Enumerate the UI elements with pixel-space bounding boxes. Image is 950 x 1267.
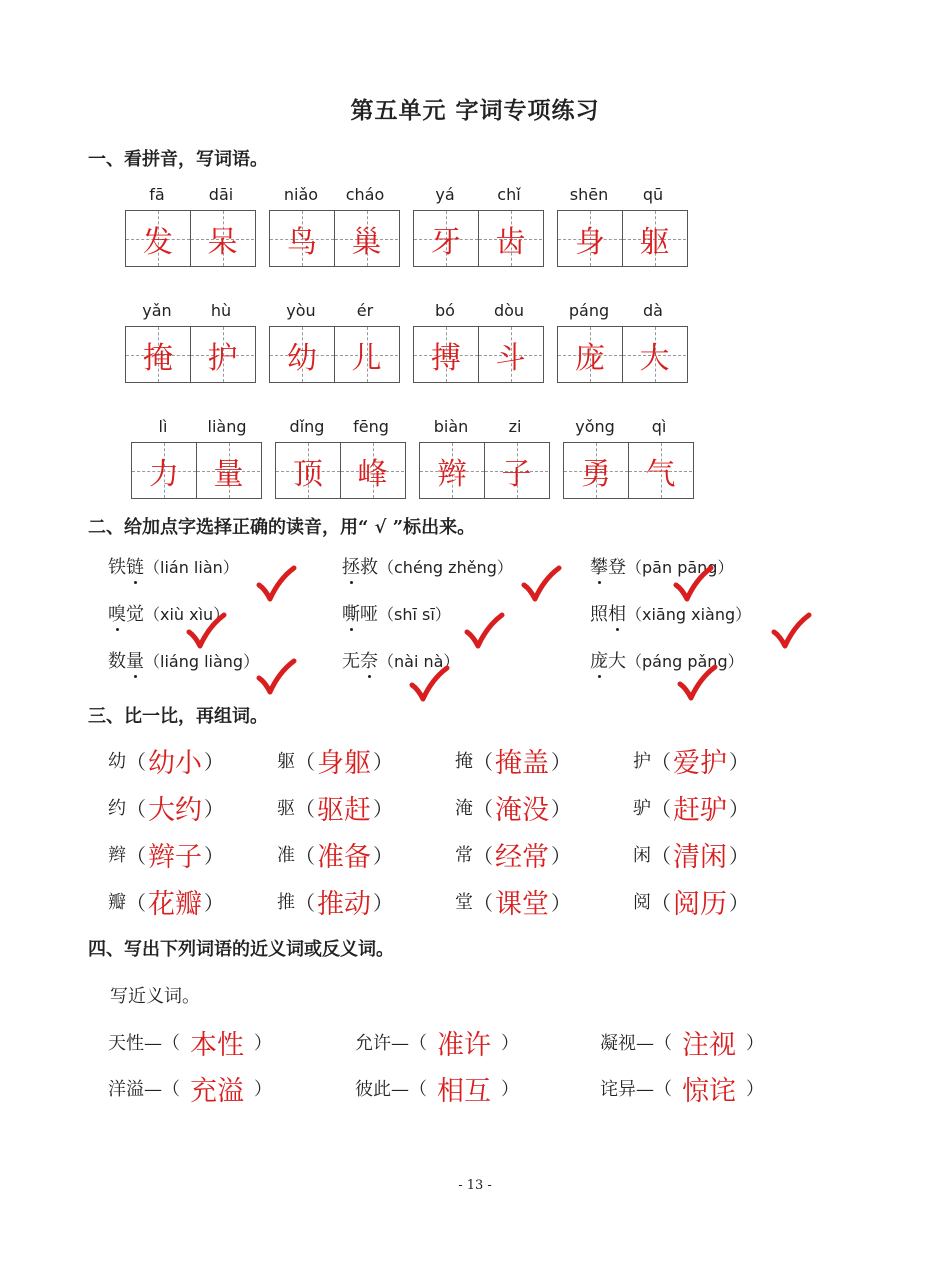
synonym-item [355, 1022, 519, 1062]
close-paren: ） [254, 1079, 272, 1100]
close-paren: ） [373, 843, 393, 868]
base-character: 闲 [633, 845, 651, 866]
word-char: 登 [608, 557, 626, 578]
answer-character: 幼 [287, 340, 317, 376]
reading-item [590, 647, 744, 673]
tian-grid-box [125, 326, 256, 383]
answer-word: 准备 [317, 841, 371, 873]
close-paren: ） [729, 796, 749, 821]
grid-cell[interactable] [420, 443, 484, 498]
base-character: 躯 [277, 751, 295, 772]
close-paren: ） [551, 890, 571, 915]
close-paren: ） [204, 843, 224, 868]
answer-character: 气 [645, 456, 676, 492]
answer-word: 本性 [190, 1029, 244, 1061]
close-paren: ） [204, 796, 224, 821]
compare-item [633, 881, 749, 921]
base-character: 堂 [455, 892, 473, 913]
answer-word: 经常 [495, 841, 549, 873]
pinyin-label: qì [651, 417, 667, 436]
source-word: 彼此—（ [355, 1079, 427, 1100]
answer-word: 驱赶 [317, 794, 371, 826]
answer-character: 呆 [207, 224, 238, 260]
answer-character: 齿 [495, 224, 526, 260]
tian-grid-box [125, 210, 256, 267]
tian-grid-box [269, 210, 400, 267]
grid-cell[interactable] [196, 443, 260, 498]
pinyin-options: （liáng liàng） [144, 652, 260, 671]
check-mark-icon [463, 612, 505, 652]
grid-cell[interactable] [270, 211, 334, 266]
answer-word: 注视 [682, 1029, 736, 1061]
open-paren: （ [473, 749, 493, 774]
close-paren: ） [501, 1079, 519, 1100]
pinyin-label: lì [158, 417, 168, 436]
pinyin-label: bó [435, 301, 455, 320]
word-char: 链 [126, 553, 144, 579]
base-character: 常 [455, 845, 473, 866]
grid-cell[interactable] [414, 327, 478, 382]
close-paren: ） [501, 1033, 519, 1054]
tian-grid-box [269, 326, 400, 383]
compare-item [108, 787, 224, 827]
check-mark-icon [520, 565, 562, 605]
check-mark-icon [255, 565, 297, 605]
check-mark-icon [676, 664, 718, 704]
close-paren: ） [551, 843, 571, 868]
grid-cell[interactable] [334, 327, 398, 382]
pinyin-label: ér [356, 301, 374, 320]
answer-word: 大约 [148, 794, 202, 826]
open-paren: （ [651, 749, 671, 774]
base-character: 瓣 [108, 892, 126, 913]
synonym-item [355, 1068, 519, 1108]
section4-subheading: 写近义词。 [110, 986, 200, 1007]
answer-character: 搏 [431, 340, 461, 376]
grid-cell[interactable] [270, 327, 334, 382]
answer-word: 身躯 [317, 747, 371, 779]
tian-grid-box [563, 442, 694, 499]
reading-item [342, 553, 513, 579]
close-paren: ） [373, 890, 393, 915]
grid-cell[interactable] [126, 211, 190, 266]
answer-word: 辫子 [148, 841, 202, 873]
answer-character: 勇 [581, 456, 611, 492]
pinyin-label: fēng [353, 417, 389, 436]
answer-character: 子 [501, 456, 532, 492]
close-paren: ） [204, 749, 224, 774]
word-char: 数 [108, 651, 126, 672]
compare-item [455, 740, 571, 780]
close-paren: ） [204, 890, 224, 915]
word-char: 嗅 [108, 600, 126, 626]
answer-character: 鸟 [287, 224, 317, 260]
section3-heading: 三、比一比，再组词。 [88, 706, 268, 727]
answer-word: 惊诧 [682, 1075, 736, 1107]
close-paren: ） [729, 890, 749, 915]
open-paren: （ [126, 843, 146, 868]
close-paren: ） [551, 796, 571, 821]
pinyin-label: chǐ [497, 185, 521, 204]
grid-cell[interactable] [622, 211, 686, 266]
word-char: 铁 [108, 557, 126, 578]
answer-word: 爱护 [673, 747, 727, 779]
grid-cell[interactable] [478, 211, 542, 266]
word-char: 庞 [590, 647, 608, 673]
open-paren: （ [651, 796, 671, 821]
compare-item [108, 740, 224, 780]
synonym-item [108, 1022, 272, 1062]
answer-character: 量 [213, 456, 244, 492]
tian-grid-box [413, 210, 544, 267]
pinyin-label: páng [568, 301, 610, 320]
pinyin-label: hù [210, 301, 232, 320]
close-paren: ） [746, 1033, 764, 1054]
pinyin-label: dǐng [289, 417, 325, 436]
open-paren: （ [473, 796, 493, 821]
word-char: 大 [608, 651, 626, 672]
grid-cell[interactable] [340, 443, 404, 498]
answer-character: 躯 [639, 224, 670, 260]
grid-cell[interactable] [622, 327, 686, 382]
check-mark-icon [408, 665, 450, 705]
compare-item [633, 834, 749, 874]
open-paren: （ [295, 890, 315, 915]
grid-cell[interactable] [414, 211, 478, 266]
answer-character: 斗 [495, 340, 526, 376]
answer-word: 幼小 [148, 747, 202, 779]
pinyin-label: dāi [208, 185, 234, 204]
open-paren: （ [473, 843, 493, 868]
pinyin-options: （pān pāng） [626, 558, 734, 577]
page-number: - 13 - [458, 1178, 492, 1193]
section1-heading: 一、看拼音，写词语。 [88, 149, 268, 170]
word-char: 无 [342, 651, 360, 672]
answer-word: 充溢 [190, 1075, 244, 1107]
answer-word: 花瓣 [148, 888, 202, 920]
section4-heading: 四、写出下列词语的近义词或反义词。 [88, 939, 394, 960]
answer-word: 课堂 [495, 888, 549, 920]
answer-word: 淹没 [495, 794, 549, 826]
open-paren: （ [651, 890, 671, 915]
answer-character: 大 [639, 340, 670, 376]
answer-word: 清闲 [673, 841, 727, 873]
word-char: 照 [590, 604, 608, 625]
pinyin-label: shēn [569, 185, 609, 204]
grid-cell[interactable] [478, 327, 542, 382]
pinyin-options: （xiù xìu） [144, 605, 230, 624]
base-character: 掩 [455, 751, 473, 772]
source-word: 凝视—（ [600, 1033, 672, 1054]
compare-item [633, 740, 749, 780]
synonym-item [108, 1068, 272, 1108]
source-word: 允许—（ [355, 1033, 427, 1054]
compare-item [633, 787, 749, 827]
answer-character: 掩 [143, 340, 173, 376]
grid-cell[interactable] [558, 211, 622, 266]
base-character: 约 [108, 798, 126, 819]
grid-cell[interactable] [334, 211, 398, 266]
compare-item [277, 787, 393, 827]
pinyin-label: yǎn [142, 301, 172, 320]
close-paren: ） [746, 1079, 764, 1100]
tian-grid-box [557, 210, 688, 267]
pinyin-label: fā [149, 185, 165, 204]
answer-character: 护 [207, 340, 238, 376]
open-paren: （ [473, 890, 493, 915]
open-paren: （ [126, 890, 146, 915]
check-mark-icon [672, 565, 714, 605]
grid-cell[interactable] [564, 443, 628, 498]
tian-grid-box [275, 442, 406, 499]
answer-character: 身 [575, 224, 605, 260]
word-char: 救 [360, 557, 378, 578]
source-word: 洋溢—（ [108, 1079, 180, 1100]
answer-character: 峰 [357, 456, 388, 492]
base-character: 辫 [108, 845, 126, 866]
answer-character: 辫 [437, 456, 467, 492]
answer-character: 儿 [351, 340, 382, 376]
word-char: 哑 [360, 604, 378, 625]
pinyin-label: yòu [286, 301, 316, 320]
pinyin-label: niǎo [283, 185, 319, 204]
compare-item [455, 787, 571, 827]
pinyin-label: yǒng [575, 417, 615, 436]
answer-character: 顶 [293, 456, 323, 492]
answer-word: 阅历 [673, 888, 727, 920]
source-word: 诧异—（ [600, 1079, 672, 1100]
compare-item [277, 834, 393, 874]
answer-word: 准许 [437, 1029, 491, 1061]
page-title: 第五单元 字词专项练习 [350, 97, 600, 124]
word-char: 相 [608, 600, 626, 626]
pinyin-label: cháo [345, 185, 385, 204]
answer-character: 庞 [575, 340, 605, 376]
pinyin-options: （nài nà） [378, 652, 460, 671]
word-char: 攀 [590, 553, 608, 579]
tian-grid-box [413, 326, 544, 383]
check-mark-icon [185, 612, 227, 652]
pinyin-label: biàn [433, 417, 469, 436]
open-paren: （ [295, 749, 315, 774]
compare-item [455, 834, 571, 874]
close-paren: ） [373, 749, 393, 774]
pinyin-label: yá [435, 185, 455, 204]
pinyin-label: zi [508, 417, 522, 436]
grid-cell[interactable] [276, 443, 340, 498]
answer-word: 相互 [437, 1075, 491, 1107]
pinyin-label: dòu [493, 301, 525, 320]
close-paren: ） [373, 796, 393, 821]
check-mark-icon [255, 658, 297, 698]
compare-item [455, 881, 571, 921]
base-character: 驴 [633, 798, 651, 819]
open-paren: （ [295, 843, 315, 868]
compare-item [108, 881, 224, 921]
open-paren: （ [295, 796, 315, 821]
answer-word: 赶驴 [673, 794, 727, 826]
open-paren: （ [651, 843, 671, 868]
answer-character: 巢 [351, 224, 382, 260]
reading-item [590, 600, 751, 626]
synonym-item [600, 1068, 764, 1108]
base-character: 淹 [455, 798, 473, 819]
base-character: 准 [277, 845, 295, 866]
answer-character: 牙 [431, 224, 461, 260]
compare-item [277, 740, 393, 780]
tian-grid-box [419, 442, 550, 499]
reading-item [108, 647, 259, 673]
open-paren: （ [126, 749, 146, 774]
tian-grid-box [131, 442, 262, 499]
base-character: 护 [633, 751, 651, 772]
answer-character: 力 [149, 456, 179, 492]
close-paren: ） [254, 1033, 272, 1054]
pinyin-options: （xiāng xiàng） [626, 605, 752, 624]
pinyin-options: （lián liàn） [144, 558, 239, 577]
grid-cell[interactable] [484, 443, 548, 498]
word-char: 量 [126, 647, 144, 673]
pinyin-options: （páng pǎng） [626, 652, 744, 671]
grid-cell[interactable] [558, 327, 622, 382]
close-paren: ） [729, 749, 749, 774]
grid-cell[interactable] [132, 443, 196, 498]
grid-cell[interactable] [126, 327, 190, 382]
pinyin-label: liàng [207, 417, 247, 436]
answer-word: 推动 [317, 888, 371, 920]
base-character: 推 [277, 892, 295, 913]
check-mark-icon [770, 612, 812, 652]
open-paren: （ [126, 796, 146, 821]
reading-item [342, 600, 451, 626]
reading-item [108, 553, 239, 579]
word-char: 觉 [126, 604, 144, 625]
base-character: 驱 [277, 798, 295, 819]
word-char: 奈 [360, 647, 378, 673]
answer-character: 发 [143, 224, 173, 260]
grid-cell[interactable] [190, 327, 254, 382]
word-char: 嘶 [342, 600, 360, 626]
synonym-item [600, 1022, 764, 1062]
grid-cell[interactable] [628, 443, 692, 498]
tian-grid-box [557, 326, 688, 383]
base-character: 阅 [633, 892, 651, 913]
answer-word: 掩盖 [495, 747, 549, 779]
close-paren: ） [551, 749, 571, 774]
pinyin-label: qū [642, 185, 664, 204]
compare-item [108, 834, 224, 874]
source-word: 天性—（ [108, 1033, 180, 1054]
pinyin-options: （chéng zhěng） [378, 558, 513, 577]
close-paren: ） [729, 843, 749, 868]
pinyin-options: （shī sī） [378, 605, 451, 624]
pinyin-label: dà [643, 301, 663, 320]
section2-heading: 二、给加点字选择正确的读音，用“ √ ”标出来。 [88, 517, 476, 538]
grid-cell[interactable] [190, 211, 254, 266]
compare-item [277, 881, 393, 921]
word-char: 拯 [342, 553, 360, 579]
base-character: 幼 [108, 751, 126, 772]
